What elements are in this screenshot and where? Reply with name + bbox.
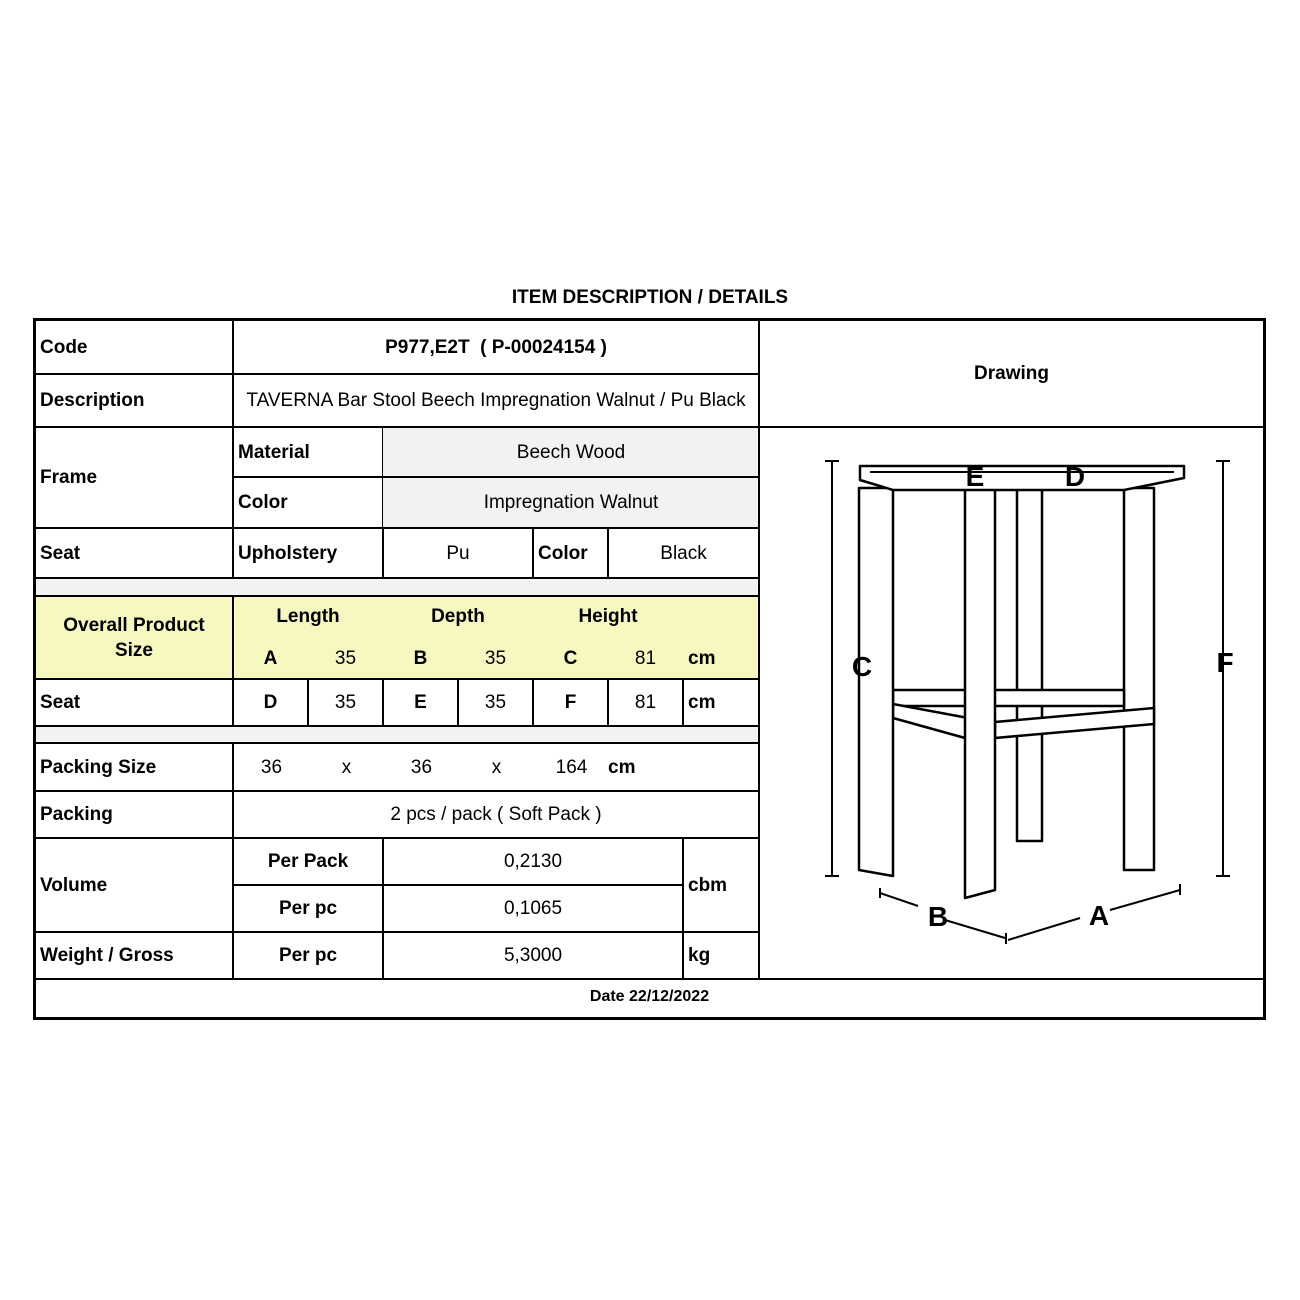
seat-upholstery-value: Pu	[446, 542, 470, 564]
seat-top	[860, 466, 1184, 490]
details-sheet	[33, 318, 1266, 1020]
front-leg-left	[859, 488, 893, 876]
dim-f-letter: F	[564, 692, 577, 713]
code-label: Code	[40, 336, 88, 358]
dim-c-value: 81	[634, 647, 657, 669]
packing-size-unit: cm	[608, 756, 636, 778]
stretcher-side	[893, 690, 1124, 706]
packing-size-3: 164	[555, 756, 588, 778]
spacer-row	[36, 579, 758, 595]
dim-d-letter: D	[263, 692, 278, 713]
seat-label: Seat	[40, 542, 81, 564]
overall-size-label: Overall Product Size	[63, 614, 205, 661]
volume-per-pc-label: Per pc	[278, 898, 338, 919]
dim-b-value: 35	[484, 647, 507, 669]
packing-size-x1: x	[341, 756, 352, 778]
row-divider	[36, 978, 1263, 980]
depth-label: Depth	[431, 606, 485, 627]
code-value: P977,E2T ( P-00024154 )	[385, 336, 607, 358]
drawing-letter-e: E	[965, 461, 985, 492]
drawing-letter-b: B	[927, 901, 949, 932]
dim-d-value: 35	[334, 692, 357, 713]
volume-per-pack-value: 0,2130	[503, 851, 563, 872]
height-label: Height	[578, 606, 638, 627]
drawing-letter-f: F	[1216, 647, 1234, 678]
frame-label: Frame	[40, 467, 98, 488]
packing-label: Packing	[40, 804, 113, 825]
seat-size-label: Seat	[40, 692, 81, 713]
back-leg-right	[1124, 488, 1154, 870]
description-label: Description	[40, 390, 145, 411]
length-label: Length	[276, 606, 340, 627]
frame-color-label: Color	[238, 492, 288, 513]
drawing-letter-c: C	[851, 651, 873, 682]
dim-b-letter: B	[413, 647, 428, 669]
dim-e-value: 35	[484, 692, 507, 713]
packing-value: 2 pcs / pack ( Soft Pack )	[390, 804, 602, 825]
drawing-letter-a: A	[1088, 900, 1110, 931]
front-leg-center	[965, 488, 995, 898]
back-leg-left	[1017, 488, 1042, 841]
dim-f-value: 81	[634, 692, 657, 713]
packing-size-label: Packing Size	[40, 756, 157, 778]
drawing-letter-d: D	[1064, 461, 1086, 492]
volume-per-pack-label: Per Pack	[267, 851, 349, 872]
description-value: TAVERNA Bar Stool Beech Impregnation Walnut / Pu Black	[246, 390, 746, 411]
seat-upholstery-label: Upholstery	[238, 542, 338, 564]
frame-material-label: Material	[238, 441, 310, 463]
volume-label: Volume	[40, 874, 108, 896]
frame-material-value: Beech Wood	[516, 441, 626, 463]
document-date: Date 22/12/2022	[589, 988, 710, 1005]
frame-color-value: Impregnation Walnut	[483, 492, 659, 513]
seat-color-value: Black	[660, 542, 707, 564]
seat-size-unit: cm	[688, 692, 716, 713]
stool-drawing	[760, 428, 1263, 978]
dim-a-letter: A	[263, 647, 278, 669]
packing-size-2: 36	[410, 756, 433, 778]
drawing-label: Drawing	[974, 363, 1049, 384]
document-title: ITEM DESCRIPTION / DETAILS	[511, 287, 789, 308]
weight-per-pc-label: Per pc	[278, 945, 338, 966]
dim-c-letter: C	[563, 647, 578, 669]
weight-unit: kg	[688, 945, 711, 966]
spacer-row	[36, 727, 758, 742]
packing-size-1: 36	[260, 756, 283, 778]
weight-value: 5,3000	[503, 945, 563, 966]
dim-a-value: 35	[334, 647, 357, 669]
dim-e-letter: E	[414, 692, 427, 713]
volume-unit: cbm	[688, 874, 728, 896]
seat-color-label: Color	[538, 542, 588, 564]
volume-per-pc-value: 0,1065	[503, 898, 563, 919]
packing-size-x2: x	[491, 756, 502, 778]
overall-unit: cm	[688, 647, 716, 669]
weight-label: Weight / Gross	[40, 945, 174, 966]
